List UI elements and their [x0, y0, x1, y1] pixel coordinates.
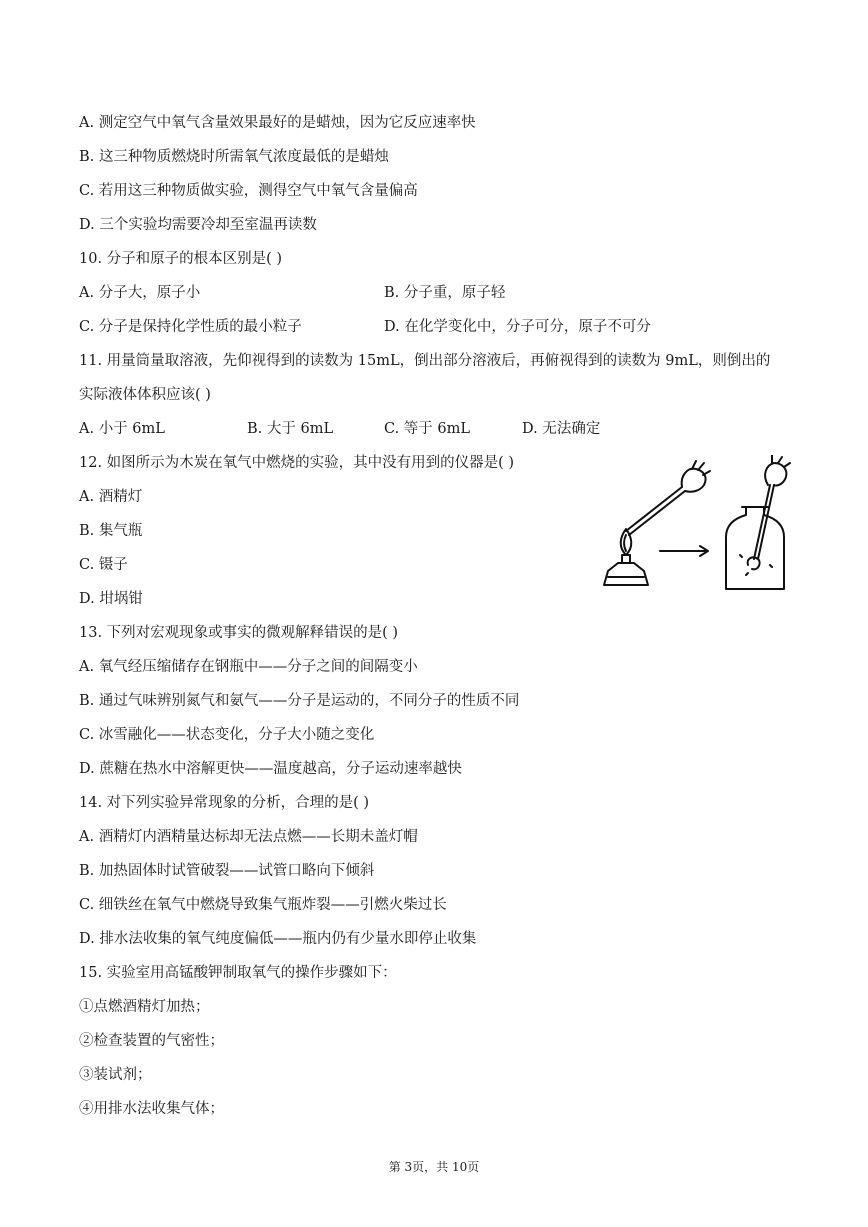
- q15-step-2: ②检查装置的气密性；: [79, 1033, 224, 1049]
- q12-option-d: D. 坩埚钳: [79, 591, 143, 607]
- q10-stem: 10. 分子和原子的根本区别是( ): [79, 251, 283, 267]
- q9-option-b: B. 这三种物质燃烧时所需氧气浓度最低的是蜡烛: [79, 149, 389, 165]
- q10-option-d: D. 在化学变化中，分子可分，原子不可分: [384, 319, 651, 335]
- q10-option-c: C. 分子是保持化学性质的最小粒子: [79, 319, 302, 335]
- q13-stem: 13. 下列对宏观现象或事实的微观解释错误的是( ): [79, 625, 399, 641]
- q14-option-b: B. 加热固体时试管破裂——试管口略向下倾斜: [79, 863, 375, 879]
- q9-option-c: C. 若用这三种物质做实验，测得空气中氧气含量偏高: [79, 183, 418, 199]
- q9-option-d: D. 三个实验均需要冷却至室温再读数: [79, 217, 317, 233]
- tongs-icon: [626, 487, 682, 531]
- q11-option-d: D. 无法确定: [522, 421, 601, 437]
- charcoal-combustion-figure: [596, 455, 808, 600]
- q11-stem-line1: 11. 用量筒量取溶液，先仰视得到的读数为 15mL，倒出部分溶液后，再俯视得到的读数为 9mL，则倒出的: [79, 353, 771, 369]
- q14-option-d: D. 排水法收集的氧气纯度偏低——瓶内仍有少量水即停止收集: [79, 931, 477, 947]
- q15-step-3: ③装试剂；: [79, 1067, 152, 1083]
- q15-step-4: ④用排水法收集气体；: [79, 1101, 224, 1117]
- hand-icon: [682, 469, 706, 492]
- q13-option-c: C. 冰雪融化——状态变化，分子大小随之变化: [79, 727, 375, 743]
- q15-stem: 15. 实验室用高锰酸钾制取氧气的操作步骤如下：: [79, 965, 397, 981]
- gas-jar-icon: [726, 507, 784, 589]
- q15-step-1: ①点燃酒精灯加热；: [79, 999, 210, 1015]
- q13-option-a: A. 氧气经压缩储存在钢瓶中——分子之间的间隔变小: [79, 659, 418, 675]
- q9-option-a: A. 测定空气中氧气含量效果最好的是蜡烛，因为它反应速率快: [79, 115, 476, 131]
- q14-option-a: A. 酒精灯内酒精量达标却无法点燃——长期未盖灯帽: [79, 829, 418, 845]
- alcohol-lamp-icon: [604, 563, 648, 585]
- q14-option-c: C. 细铁丝在氧气中燃烧导致集气瓶炸裂——引燃火柴过长: [79, 897, 447, 913]
- q12-option-a: A. 酒精灯: [79, 489, 143, 505]
- q11-option-a: A. 小于 6mL: [79, 421, 165, 437]
- q12-stem: 12. 如图所示为木炭在氧气中燃烧的实验，其中没有用到的仪器是( ): [79, 455, 515, 471]
- q10-option-b: B. 分子重，原子轻: [384, 285, 506, 301]
- q13-option-d: D. 蔗糖在热水中溶解更快——温度越高，分子运动速率越快: [79, 761, 462, 777]
- q10-option-a: A. 分子大，原子小: [79, 285, 201, 301]
- q11-option-b: B. 大于 6mL: [247, 421, 334, 437]
- q14-stem: 14. 对下列实验异常现象的分析，合理的是( ): [79, 795, 370, 811]
- hand-above-jar-icon: [765, 463, 786, 486]
- q11-option-c: C. 等于 6mL: [384, 421, 471, 437]
- q13-option-b: B. 通过气味辨别氮气和氨气——分子是运动的，不同分子的性质不同: [79, 693, 520, 709]
- q12-option-b: B. 集气瓶: [79, 523, 143, 539]
- page-footer: 第 3页，共 10页: [388, 1160, 480, 1174]
- tongs-in-jar-icon: [754, 485, 770, 559]
- q12-option-c: C. 镊子: [79, 557, 128, 573]
- q11-stem-line2: 实际液体体积应该( ): [79, 387, 211, 403]
